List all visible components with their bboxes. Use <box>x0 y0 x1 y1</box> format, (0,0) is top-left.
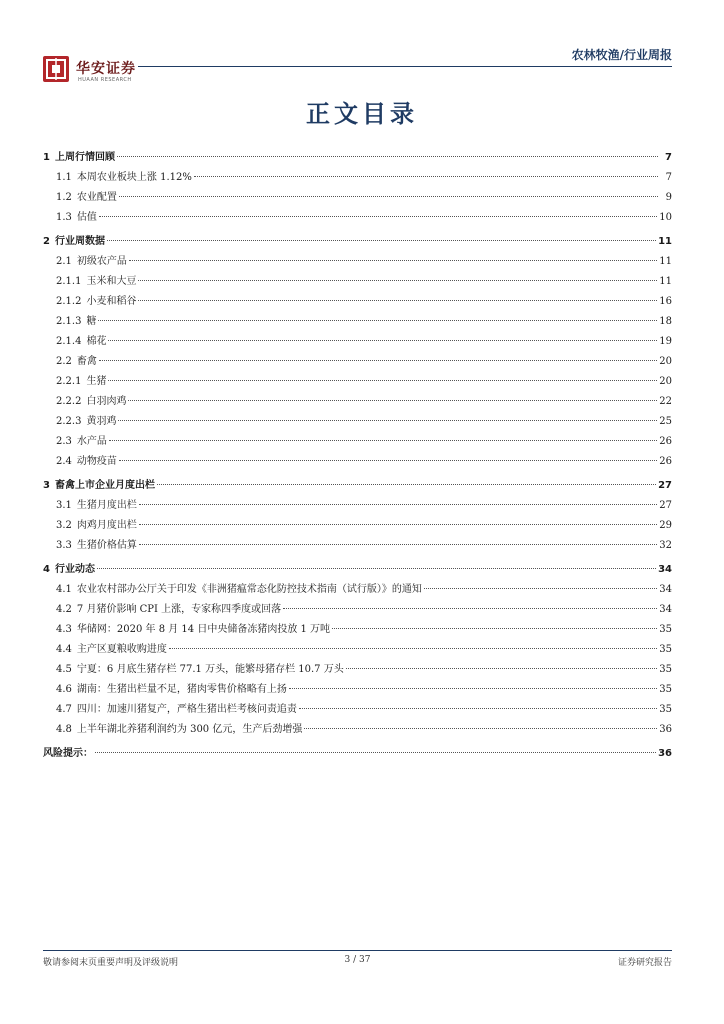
huaan-logo-icon <box>43 56 69 82</box>
toc-entry-page: 29 <box>659 520 672 531</box>
toc-entry[interactable] <box>43 272 672 292</box>
toc-leader-dots <box>138 300 657 301</box>
toc-entry-page: 7 <box>665 172 672 183</box>
toc-entry-title: 农业配置 <box>76 192 117 203</box>
toc-entry-title: 本周农业板块上涨 1.12% <box>76 172 192 183</box>
toc-entry-title: 行业动态 <box>54 564 95 575</box>
toc-entry[interactable] <box>43 452 672 472</box>
toc-entry[interactable] <box>43 700 672 720</box>
toc-leader-dots <box>304 728 657 729</box>
toc-entry[interactable] <box>43 476 672 496</box>
header-divider <box>138 66 672 67</box>
toc-entry-number: 2.1.3 <box>56 316 82 327</box>
toc-entry-title: 黄羽鸡 <box>86 416 117 427</box>
toc-leader-dots <box>138 280 657 281</box>
logo-wordmark: 华安证券 <box>76 61 136 77</box>
toc-entry-number: 2.4 <box>56 456 72 467</box>
toc-entry[interactable] <box>43 188 672 208</box>
toc-entry-title: 畜禽上市企业月度出栏 <box>54 480 155 491</box>
toc-entry[interactable] <box>43 580 672 600</box>
toc-entry-number: 4.4 <box>56 644 72 655</box>
toc-entry-number: 3.1 <box>56 500 72 511</box>
toc-entry-page: 35 <box>659 704 672 715</box>
toc-leader-dots <box>332 628 657 629</box>
toc-entry-number: 2.2.1 <box>56 376 82 387</box>
toc-entry-page: 27 <box>658 480 672 491</box>
toc-entry-number: 1.3 <box>56 212 72 223</box>
toc-entry-number: 2.2.3 <box>56 416 82 427</box>
toc-leader-dots <box>194 176 658 177</box>
toc-entry-title: 肉鸡月度出栏 <box>76 520 137 531</box>
toc-entry-number: 3.3 <box>56 540 72 551</box>
toc-entry-title: 白羽肉鸡 <box>86 396 127 407</box>
toc-entry[interactable] <box>43 252 672 272</box>
toc-entry-page: 34 <box>658 564 672 575</box>
toc-leader-dots <box>139 504 657 505</box>
toc-entry-page: 34 <box>659 604 672 615</box>
toc-entry-number: 4.7 <box>56 704 72 715</box>
toc-entry[interactable] <box>43 412 672 432</box>
toc-entry-page: 19 <box>659 336 672 347</box>
toc-leader-dots <box>129 260 657 261</box>
toc-entry[interactable] <box>43 292 672 312</box>
toc-entry-number: 2.2.2 <box>56 396 82 407</box>
table-of-contents <box>43 144 672 764</box>
toc-leader-dots <box>98 320 657 321</box>
toc-entry-page: 11 <box>658 236 672 247</box>
toc-entry-page: 35 <box>659 684 672 695</box>
toc-entry-page: 27 <box>659 500 672 511</box>
toc-entry-number: 3.2 <box>56 520 72 531</box>
toc-leader-dots <box>99 216 657 217</box>
toc-entry-title: 畜禽 <box>76 356 97 367</box>
toc-entry[interactable] <box>43 620 672 640</box>
toc-entry-title: 水产品 <box>76 436 107 447</box>
toc-entry-title: 7 月猪价影响 CPI 上涨，专家称四季度或回落 <box>76 604 282 615</box>
toc-entry-title: 农业农村部办公厅关于印发《非洲猪瘟常态化防控技术指南（试行版）》的通知 <box>76 584 422 595</box>
page-header <box>43 42 672 82</box>
toc-entry-page: 35 <box>659 644 672 655</box>
toc-entry-title: 动物疫苗 <box>76 456 117 467</box>
toc-entry-page: 36 <box>659 724 672 735</box>
toc-entry[interactable] <box>43 560 672 580</box>
toc-entry[interactable] <box>43 516 672 536</box>
toc-entry[interactable] <box>43 352 672 372</box>
toc-leader-dots <box>119 196 658 197</box>
toc-entry[interactable] <box>43 208 672 228</box>
toc-entry[interactable] <box>43 536 672 556</box>
toc-entry-page: 26 <box>659 436 672 447</box>
toc-leader-dots <box>346 668 658 669</box>
page-title: 正文目录 <box>306 99 418 128</box>
toc-entry-title: 上半年湖北养猪利润约为 300 亿元，生产后劲增强 <box>76 724 303 735</box>
toc-entry[interactable] <box>43 744 672 764</box>
toc-entry-page: 32 <box>659 540 672 551</box>
toc-entry-number: 3 <box>43 480 50 491</box>
page-number: 3 / 37 <box>344 955 371 965</box>
toc-entry-title: 棉花 <box>86 336 107 347</box>
toc-leader-dots <box>157 484 656 485</box>
toc-leader-dots <box>99 360 657 361</box>
toc-entry[interactable] <box>43 680 672 700</box>
toc-entry[interactable] <box>43 640 672 660</box>
toc-leader-dots <box>424 588 657 589</box>
toc-leader-dots <box>299 708 657 709</box>
toc-entry-title: 生猪价格估算 <box>76 540 137 551</box>
toc-entry-title: 估值 <box>76 212 97 223</box>
toc-entry-page: 11 <box>659 256 672 267</box>
toc-entry-number: 2.1.1 <box>56 276 82 287</box>
toc-entry-title: 风险提示： <box>43 748 93 759</box>
toc-entry[interactable] <box>43 372 672 392</box>
footer-divider <box>43 950 672 951</box>
toc-leader-dots <box>117 156 658 157</box>
toc-entry-number: 2.1 <box>56 256 72 267</box>
toc-entry-page: 36 <box>658 748 672 759</box>
toc-leader-dots <box>109 440 657 441</box>
toc-entry-page: 10 <box>659 212 672 223</box>
toc-entry-title: 初级农产品 <box>76 256 127 267</box>
toc-entry-title: 华储网：2020 年 8 月 14 日中央储备冻猪肉投放 1 万吨 <box>76 624 331 635</box>
toc-entry[interactable] <box>43 496 672 516</box>
toc-entry[interactable] <box>43 720 672 740</box>
toc-entry-number: 1.2 <box>56 192 72 203</box>
toc-entry-number: 4.6 <box>56 684 72 695</box>
toc-entry-page: 11 <box>659 276 672 287</box>
toc-entry-number: 4 <box>43 564 50 575</box>
footer-disclaimer: 敬请参阅末页重要声明及评级说明 <box>43 958 179 968</box>
toc-entry-number: 4.3 <box>56 624 72 635</box>
toc-leader-dots <box>128 400 657 401</box>
toc-entry-number: 4.2 <box>56 604 72 615</box>
toc-entry-number: 4.8 <box>56 724 72 735</box>
toc-leader-dots <box>97 568 656 569</box>
toc-entry-page: 18 <box>659 316 672 327</box>
toc-entry-number: 2.2 <box>56 356 72 367</box>
toc-entry-title: 湖南：生猪出栏量不足，猪肉零售价格略有上扬 <box>76 684 287 695</box>
toc-entry-page: 25 <box>659 416 672 427</box>
toc-entry[interactable] <box>43 660 672 680</box>
toc-entry-number: 4.5 <box>56 664 72 675</box>
toc-entry-page: 34 <box>659 584 672 595</box>
toc-entry[interactable] <box>43 432 672 452</box>
toc-leader-dots <box>283 608 657 609</box>
toc-leader-dots <box>118 420 657 421</box>
toc-entry[interactable] <box>43 392 672 412</box>
toc-entry-page: 22 <box>659 396 672 407</box>
toc-leader-dots <box>139 544 657 545</box>
toc-leader-dots <box>289 688 657 689</box>
footer-report-label: 证券研究报告 <box>617 958 672 968</box>
toc-entry-page: 20 <box>659 356 672 367</box>
toc-leader-dots <box>108 340 657 341</box>
toc-entry[interactable] <box>43 148 672 168</box>
toc-leader-dots <box>108 380 657 381</box>
toc-entry-title: 生猪 <box>86 376 107 387</box>
toc-leader-dots <box>139 524 657 525</box>
toc-leader-dots <box>107 240 656 241</box>
toc-entry-title: 生猪月度出栏 <box>76 500 137 511</box>
toc-entry-number: 1 <box>43 152 50 163</box>
toc-entry[interactable] <box>43 332 672 352</box>
toc-entry-page: 7 <box>665 152 672 163</box>
toc-entry-page: 9 <box>665 192 672 203</box>
toc-entry-page: 35 <box>659 624 672 635</box>
toc-entry-number: 2 <box>43 236 50 247</box>
toc-entry-title: 宁夏：6 月底生猪存栏 77.1 万头，能繁母猪存栏 10.7 万头 <box>76 664 344 675</box>
toc-entry-title: 糖 <box>86 316 97 327</box>
toc-entry-title: 上周行情回顾 <box>54 152 115 163</box>
toc-entry-page: 20 <box>659 376 672 387</box>
toc-leader-dots <box>95 752 656 753</box>
toc-entry-page: 16 <box>659 296 672 307</box>
toc-entry[interactable] <box>43 600 672 620</box>
report-type-label: 农林牧渔/行业周报 <box>571 48 672 62</box>
toc-leader-dots <box>119 460 657 461</box>
toc-entry-page: 35 <box>659 664 672 675</box>
toc-entry-title: 小麦和稻谷 <box>86 296 137 307</box>
toc-entry-page: 26 <box>659 456 672 467</box>
toc-entry-number: 2.1.2 <box>56 296 82 307</box>
toc-leader-dots <box>169 648 657 649</box>
toc-entry-title: 行业周数据 <box>54 236 105 247</box>
toc-entry[interactable] <box>43 232 672 252</box>
toc-entry-number: 2.1.4 <box>56 336 82 347</box>
toc-entry-number: 4.1 <box>56 584 72 595</box>
toc-entry[interactable] <box>43 312 672 332</box>
toc-entry-number: 2.3 <box>56 436 72 447</box>
toc-entry-title: 主产区夏粮收购进度 <box>76 644 167 655</box>
toc-entry-title: 玉米和大豆 <box>86 276 137 287</box>
toc-entry-title: 四川：加速川猪复产，严格生猪出栏考核问责追责 <box>76 704 297 715</box>
toc-entry[interactable] <box>43 168 672 188</box>
logo-subtitle: HUAAN RESEARCH <box>78 77 132 83</box>
toc-entry-number: 1.1 <box>56 172 72 183</box>
